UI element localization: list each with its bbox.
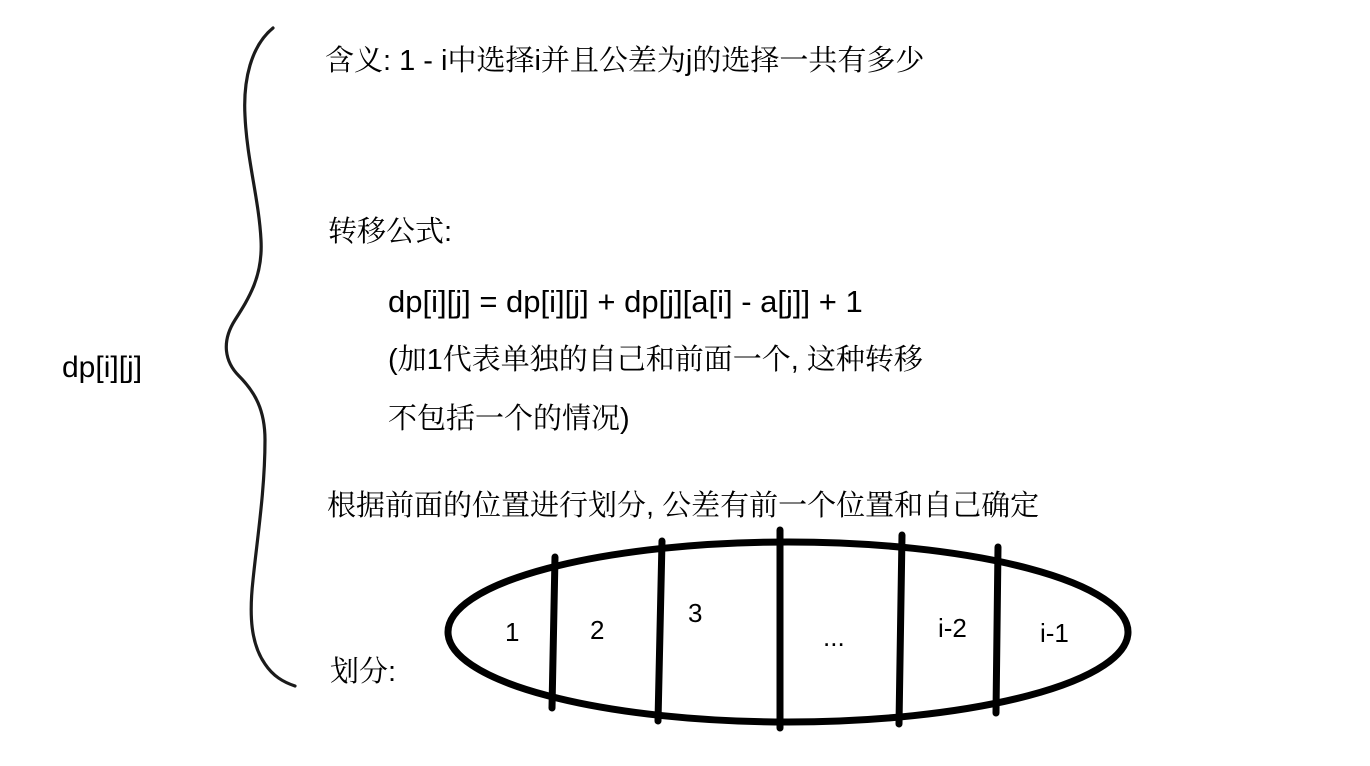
ellipse-cell-1: 1: [505, 617, 520, 647]
partition-description: 根据前面的位置进行划分, 公差有前一个位置和自己确定: [327, 490, 1040, 522]
ellipse-cell-2: 2: [590, 615, 605, 645]
formula-note-line-1: (加1代表单独的自己和前面一个, 这种转移: [388, 344, 923, 376]
transfer-formula-heading: 转移公式:: [328, 216, 453, 248]
dp-state-label: dp[i][j]: [62, 351, 143, 384]
partition-label: 划分:: [330, 656, 397, 688]
ellipse-cell-3: 3: [688, 598, 703, 628]
ellipse-cell-i-minus-2: i-2: [938, 613, 967, 643]
transfer-formula-expression: dp[i][j] = dp[i][j] + dp[j][a[i] - a[j]] + 1: [388, 284, 863, 319]
meaning-text: 含义: 1 - i中选择i并且公差为j的选择一共有多少: [325, 45, 925, 77]
formula-note-line-2: 不包括一个的情况): [388, 403, 630, 435]
ellipse-cell-ellipsis: ...: [823, 622, 845, 652]
ellipse-cell-i-minus-1: i-1: [1040, 618, 1069, 648]
left-brace-icon: [215, 20, 325, 700]
